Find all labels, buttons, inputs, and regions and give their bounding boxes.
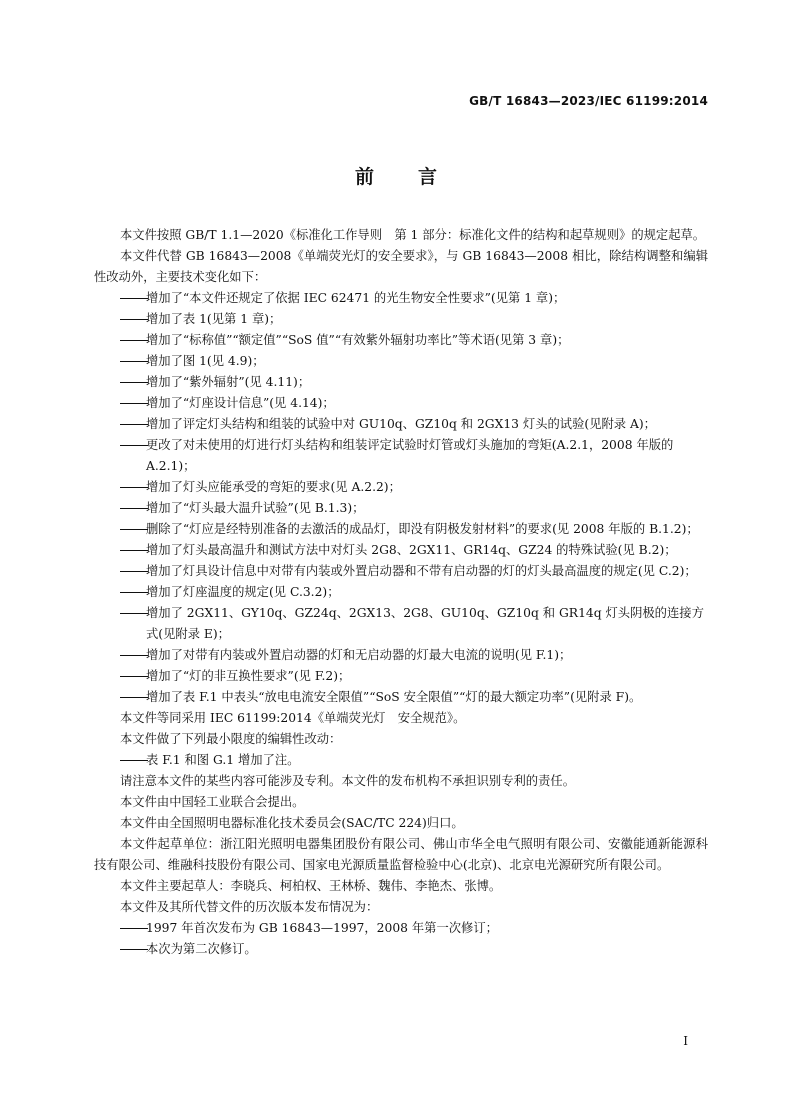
paragraph-editorial-intro: 本文件做了下列最小限度的编辑性改动： [120, 732, 342, 746]
changes-list [94, 288, 708, 708]
list-item: 增加了“灯座设计信息”(见 4.14)； [94, 393, 708, 414]
list-item: 删除了“灯应是经特别准备的去激活的成品灯，即没有阴极发射材料”的要求(见 2008 年版的 B.1.2)； [94, 519, 708, 540]
list-item: 增加了表 F.1 中表头“放电电流安全限值”“SoS 安全限值”“灯的最大额定功率”(见附录 F)。 [94, 687, 708, 708]
paragraph-technical-committee: 本文件由全国照明电器标准化技术委员会(SAC/TC 224)归口。 [120, 816, 464, 830]
list-item: 增加了对带有内装或外置启动器的灯和无启动器的灯最大电流的说明(见 F.1)； [94, 645, 708, 666]
paragraph-patent-notice: 请注意本文件的某些内容可能涉及专利。本文件的发布机构不承担识别专利的责任。 [120, 774, 575, 788]
paragraph-drafters: 本文件主要起草人：李晓兵、柯柏权、王林桥、魏伟、李艳杰、张博。 [120, 879, 502, 893]
paragraph-replaces: 本文件代替 GB 16843—2008《单端荧光灯的安全要求》，与 GB 16843—2008 相比，除结构调整和编辑性改动外，主要技术变化如下： [94, 249, 708, 284]
list-item: 增加了灯头最高温升和测试方法中对灯头 2G8、2GX11、GR14q、GZ24 的特殊试验(见 B.2)； [94, 540, 708, 561]
paragraph-drafting-rules: 本文件按照 GB/T 1.1—2020《标准化工作导则 第 1 部分：标准化文件的结构和起草规则》的规定起草。 [120, 228, 706, 242]
list-item: 增加了 2GX11、GY10q、GZ24q、2GX13、2G8、GU10q、GZ10q 和 GR14q 灯头阴极的连接方式(见附录 E)； [94, 603, 708, 645]
list-item: 增加了灯座温度的规定(见 C.3.2)； [94, 582, 708, 603]
page-number: I [683, 1034, 688, 1048]
title-char-2: 言 [418, 166, 438, 188]
paragraph-history-intro: 本文件及其所代替文件的历次版本发布情况为： [120, 900, 379, 914]
list-item: 表 F.1 和图 G.1 增加了注。 [94, 750, 708, 771]
title-char-1: 前 [354, 166, 374, 188]
list-item: 增加了灯头应能承受的弯矩的要求(见 A.2.2)； [94, 477, 708, 498]
paragraph-identical-adoption: 本文件等同采用 IEC 61199:2014《单端荧光灯 安全规范》。 [120, 711, 466, 725]
list-item: 本次为第二次修订。 [94, 939, 708, 960]
list-item: 1997 年首次发布为 GB 16843—1997，2008 年第一次修订； [94, 918, 708, 939]
list-item: 增加了图 1(见 4.9)； [94, 351, 708, 372]
list-item: 增加了“标称值”“额定值”“SoS 值”“有效紫外辐射功率比”等术语(见第 3 章)； [94, 330, 708, 351]
foreword-body [94, 225, 708, 960]
list-item: 增加了“灯头最大温升试验”(见 B.1.3)； [94, 498, 708, 519]
list-item: 增加了灯具设计信息中对带有内装或外置启动器和不带有启动器的灯的灯头最高温度的规定(见 C.2)； [94, 561, 708, 582]
list-item: 更改了对未使用的灯进行灯头结构和组装评定试验时灯管或灯头施加的弯矩(A.2.1，2008 年版的 A.2.1)； [94, 435, 708, 477]
paragraph-drafting-units: 本文件起草单位：浙江阳光照明电器集团股份有限公司、佛山市华全电气照明有限公司、安徽能通新能源科技有限公司、维融科技股份有限公司、国家电光源质量监督检验中心(北京)、北京电光源研究所有限公司。 [94, 837, 708, 872]
standard-number: GB/T 16843—2023/IEC 61199:2014 [469, 94, 708, 108]
list-item: 增加了表 1(见第 1 章)； [94, 309, 708, 330]
list-item: 增加了“紫外辐射”(见 4.11)； [94, 372, 708, 393]
paragraph-proposer: 本文件由中国轻工业联合会提出。 [120, 795, 305, 809]
list-item: 增加了评定灯头结构和组装的试验中对 GU10q、GZ10q 和 2GX13 灯头的试验(见附录 A)； [94, 414, 708, 435]
page-title [0, 162, 792, 189]
list-item: 增加了“灯的非互换性要求”(见 F.2)； [94, 666, 708, 687]
list-item: 增加了“本文件还规定了依据 IEC 62471 的光生物安全性要求”(见第 1 章)； [94, 288, 708, 309]
